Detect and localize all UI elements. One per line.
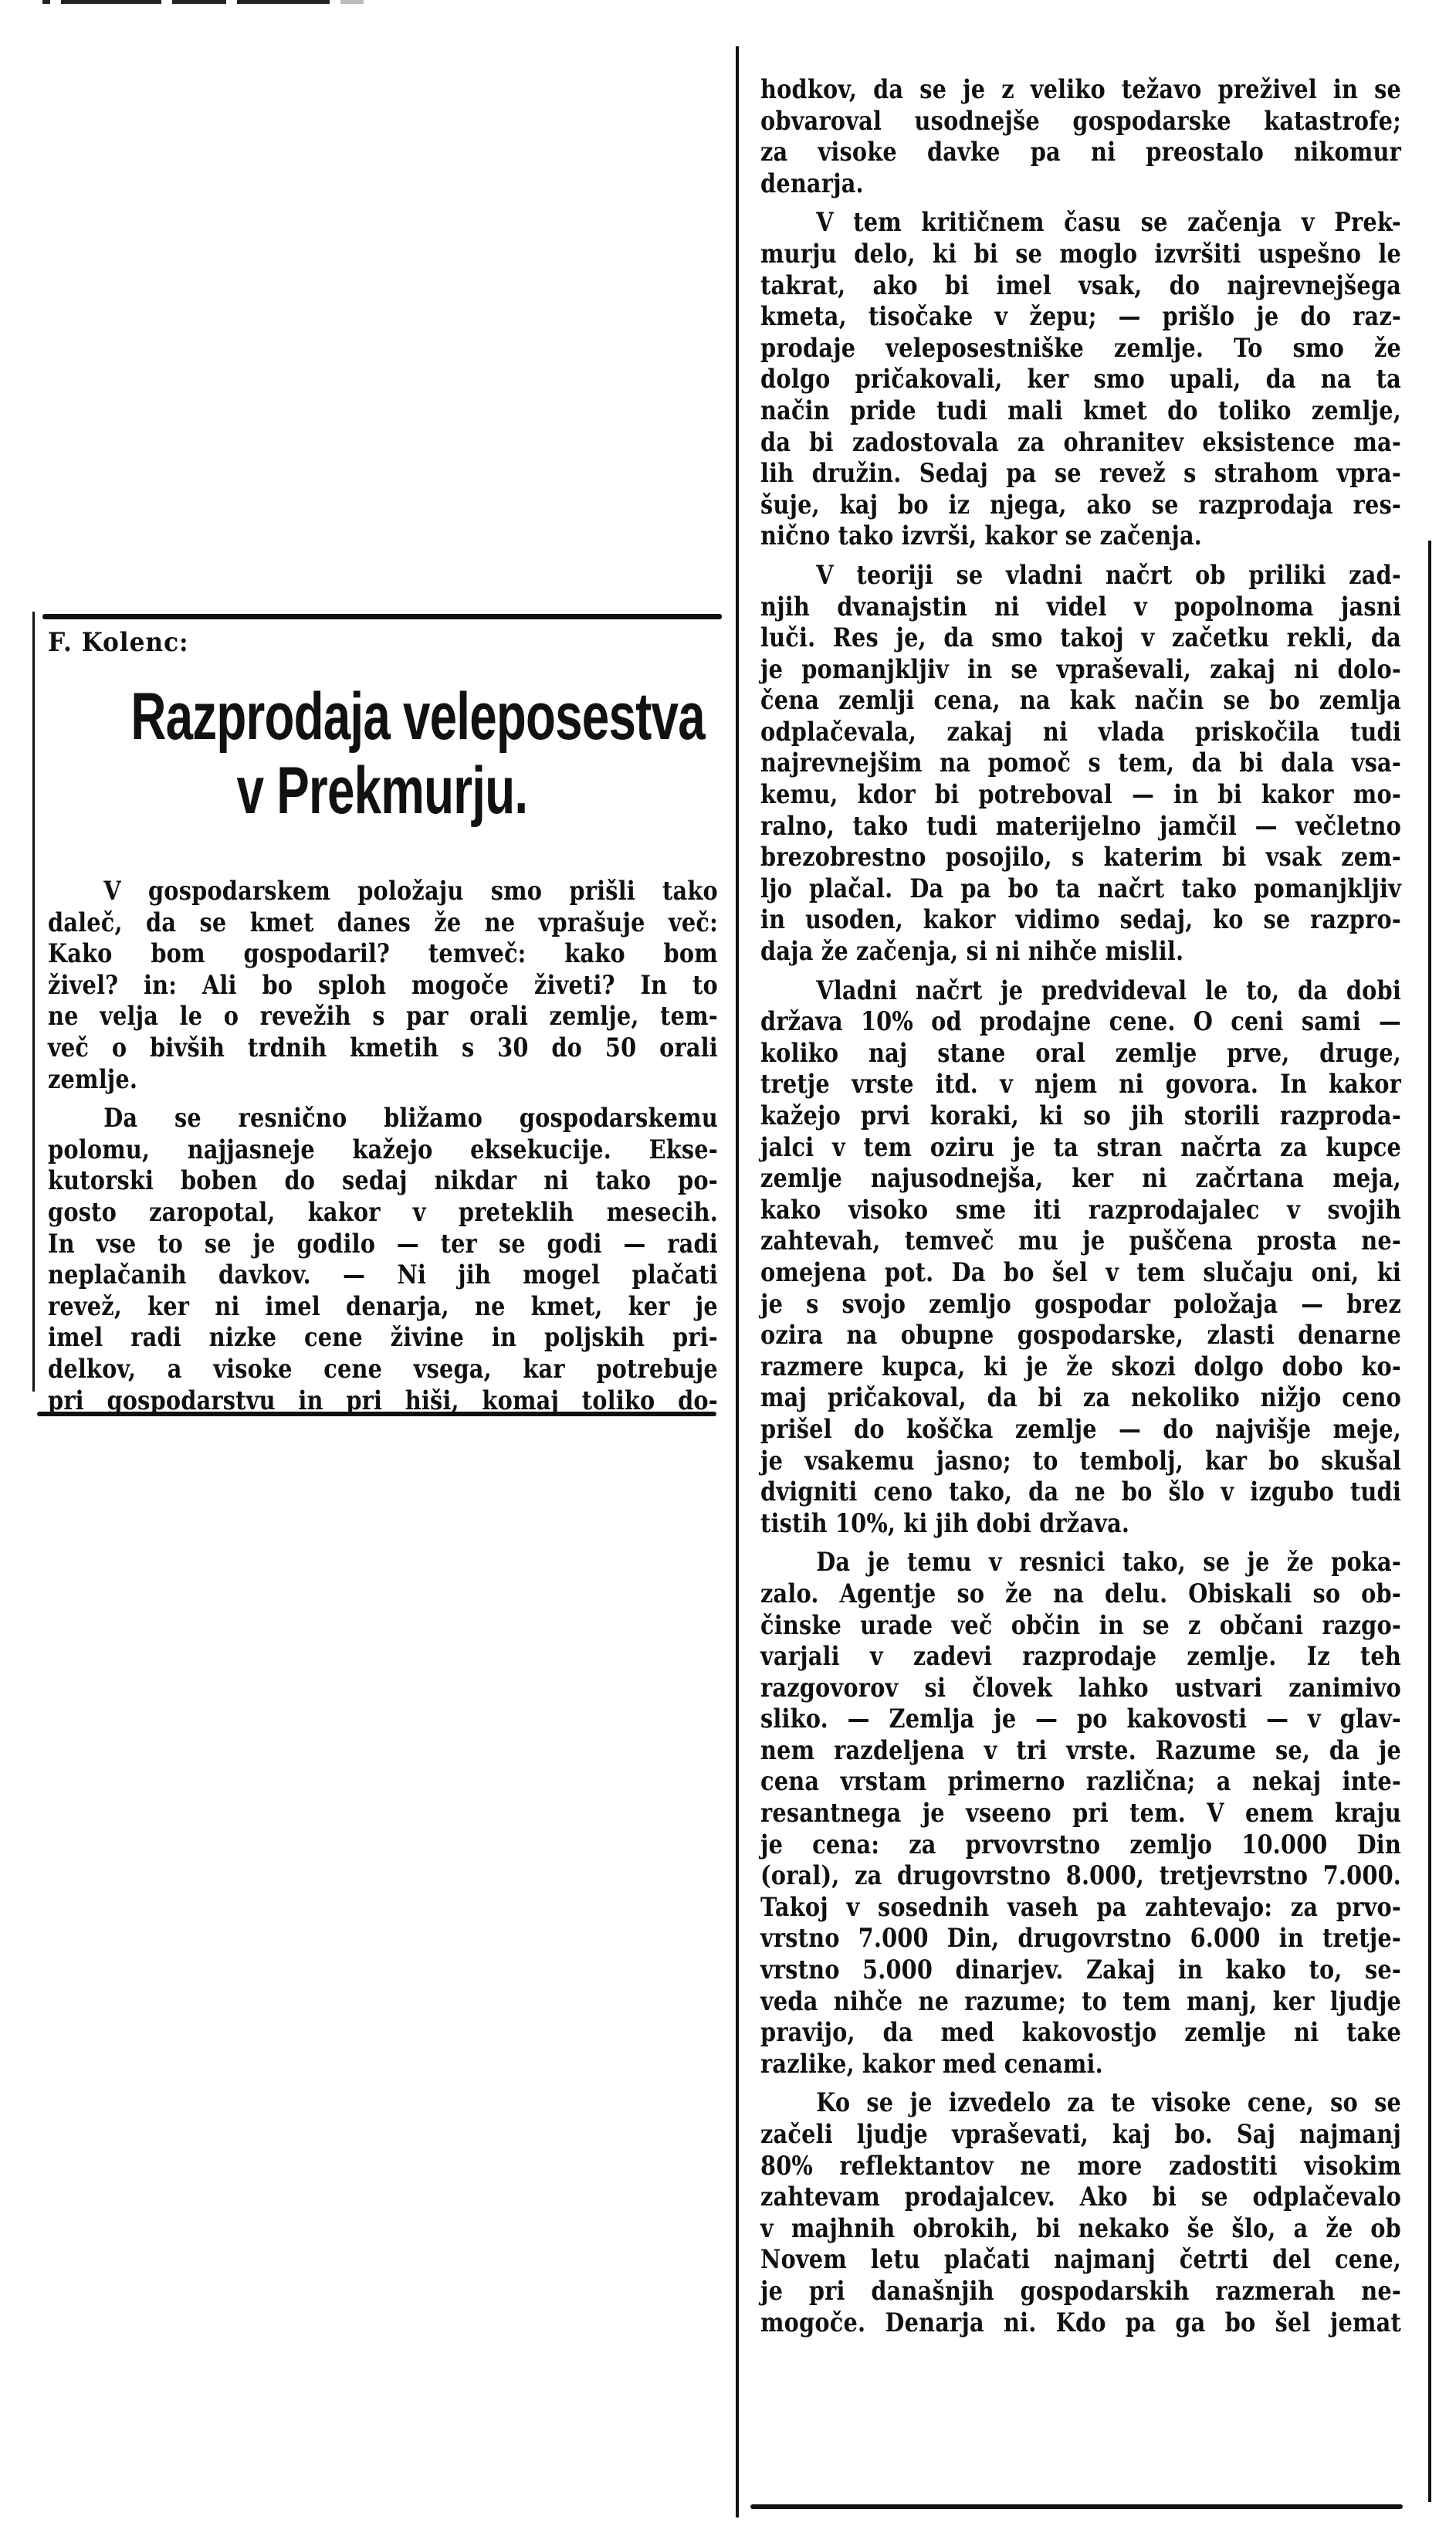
text-line: brezobrestno posojilo, s katerim bi vsak zem- xyxy=(760,842,1401,873)
text-line: je vsakemu jasno; to tembolj, kar bo skušal xyxy=(760,1445,1401,1476)
text-line: resantnega je vseeno pri tem. V enem kraju xyxy=(760,1798,1401,1829)
text-line: je cena: za prvovrstno zemljo 10.000 Din xyxy=(760,1829,1401,1860)
text-line: Novem letu plačati najmanj četrti del cene, xyxy=(760,2244,1401,2275)
text-line: jalci v tem oziru je ta stran načrta za kupce xyxy=(760,1131,1401,1162)
text-line: lih družin. Sedaj pa se revež s strahom vpra- xyxy=(760,458,1401,489)
text-line: za visoke davke pa ni preostalo nikomur xyxy=(760,137,1401,168)
text-line: zalo. Agentje so že na delu. Obiskali so ob- xyxy=(760,1578,1401,1609)
text-line: vrstno 5.000 dinarjev. Zakaj in kako to, se- xyxy=(760,1955,1401,1985)
text-line: veda nihče ne razume; to tem manj, ker ljudje xyxy=(760,1985,1401,2016)
text-line: pri gospodarstvu in pri hiši, komaj toliko do- xyxy=(48,1385,718,1415)
text-line: daja že začenja, si ni nihče mislil. xyxy=(760,936,1184,967)
text-line: ne velja le o revežih s par orali zemlje, tem- xyxy=(48,1001,718,1032)
text-line: prodaje veleposestniške zemlje. To smo že xyxy=(760,332,1401,363)
paragraph xyxy=(760,560,1403,968)
paragraph xyxy=(48,876,720,1095)
text-line: imel radi nizke cene živine in poljskih pri- xyxy=(48,1322,718,1353)
text-line: kutorski boben do sedaj nikdar ni tako po- xyxy=(48,1165,718,1196)
paragraph xyxy=(48,1103,720,1416)
text-line: čena zemlji cena, na kak način se bo zemlja xyxy=(760,685,1401,716)
text-line: vrstno 7.000 Din, drugovrstno 6.000 in tretje- xyxy=(760,1923,1401,1954)
text-line: začeli ljudje vpraševati, kaj bo. Saj najmanj xyxy=(760,2119,1401,2149)
text-line: in usoden, kakor vidimo sedaj, ko se razpro- xyxy=(760,904,1401,935)
text-line: zahtevam prodajalcev. Ako bi se odplačevalo xyxy=(760,2182,1401,2212)
text-line: nično tako izvrši, kakor se začenja. xyxy=(760,520,1203,551)
cropped-header-fragment xyxy=(42,0,382,5)
text-line: varjali v zadevi razprodaje zemlje. Iz teh xyxy=(760,1641,1401,1672)
text-line: odplačevala, zakaj ni vlada priskočila tudi xyxy=(760,716,1401,747)
text-line: v majhnih obrokih, bi nekako še šlo, a že ob xyxy=(760,2212,1401,2243)
text-line: Vladni načrt je predvideval le to, da dobi xyxy=(816,975,1401,1005)
text-line: murju delo, ki bi se moglo izvršiti uspešno le xyxy=(760,238,1401,269)
text-line: cena vrstam primerno različna; a nekaj inte- xyxy=(760,1766,1401,1797)
text-line: (oral), za drugovrstno 8.000, tretjevrstno 7.000. xyxy=(760,1860,1401,1891)
text-line: činske urade več občin in se z občani razgo- xyxy=(760,1609,1401,1640)
left-column-border xyxy=(32,612,35,1392)
paragraph xyxy=(760,975,1403,1540)
left-column-text xyxy=(48,876,720,1424)
text-line: zahtevah, temveč mu je puščena prosta ne- xyxy=(760,1226,1401,1256)
author-byline: F. Kolenc: xyxy=(48,627,189,658)
text-line: mogoče. Denarja ni. Kdo pa ga bo šel jemat xyxy=(760,2307,1401,2338)
text-line: ozira na obupne gospodarske, zlasti denarne xyxy=(760,1320,1401,1351)
text-line: dolgo pričakovali, ker smo upali, da na ta xyxy=(760,364,1401,395)
text-line: nem razdeljena v tri vrste. Razume se, da je xyxy=(760,1734,1401,1765)
text-line: daleč, da se kmet danes že ne vprašuje več: xyxy=(48,907,718,937)
headline-line-1: Razprodaja veleposestva xyxy=(130,680,705,754)
right-column-text xyxy=(760,74,1403,2346)
text-line: hodkov, da se je z veliko težavo preživel in se xyxy=(760,74,1401,104)
text-line: obvaroval usodnejše gospodarske katastrofe; xyxy=(760,105,1401,136)
text-line: ralno, tako tudi materijelno jamčil — večletno xyxy=(760,810,1401,841)
text-line: Da je temu v resnici tako, se je že poka- xyxy=(816,1547,1401,1578)
text-line: razmere kupca, ki je že skozi dolgo dobo ko- xyxy=(760,1351,1401,1382)
text-line: V teoriji se vladni načrt ob priliki zad- xyxy=(816,559,1401,590)
top-rule-left xyxy=(42,614,722,619)
text-line: zemlje najusodnejša, ker ni začrtana meja, xyxy=(760,1163,1401,1194)
text-line: maj pričakoval, da bi za nekoliko nižjo ceno xyxy=(760,1382,1401,1413)
text-line: koliko naj stane oral zemlje prve, druge, xyxy=(760,1037,1401,1068)
text-line: Kako bom gospodaril? temveč: kako bom xyxy=(48,938,718,969)
text-line: živel? in: Ali bo sploh mogoče živeti? In to xyxy=(48,969,718,1000)
text-line: luči. Res je, da smo takoj v začetku rekli, da xyxy=(760,622,1401,653)
text-line: da bi zadostovala za ohranitev eksistence ma- xyxy=(760,426,1401,457)
text-line: kažejo prvi koraki, ki so jih storili razproda- xyxy=(760,1100,1401,1131)
text-line: V gospodarskem položaju smo prišli tako xyxy=(103,876,718,906)
text-line: več o bivših trdnih kmetih s 30 do 50 orali xyxy=(48,1032,718,1063)
text-line: njih dvanajstin ni videl v popolnoma jasni xyxy=(760,591,1401,622)
text-line: delkov, a visoke cene vsega, kar potrebuje xyxy=(48,1353,718,1384)
text-line: kemu, kdor bi potreboval — in bi kakor mo- xyxy=(760,779,1401,810)
text-line: denarja. xyxy=(760,168,864,198)
text-line: kmeta, tisočake v žepu; — prišlo je do raz- xyxy=(760,301,1401,332)
paragraph xyxy=(760,2087,1403,2338)
bottom-rule-right xyxy=(750,2504,1403,2509)
paragraph xyxy=(760,1547,1403,2080)
text-line: polomu, najjasneje kažejo eksekucije. Ekse- xyxy=(48,1134,718,1165)
text-line: razlike, kakor med cenami. xyxy=(760,2048,1103,2079)
text-line: prišel do koščka zemlje — do najvišje meje, xyxy=(760,1413,1401,1444)
text-line: dvigniti ceno tako, da ne bo šlo v izgubo tudi xyxy=(760,1477,1401,1507)
paragraph xyxy=(760,74,1403,199)
text-line: šuje, kaj bo iz njega, ako se razprodaja res- xyxy=(760,489,1401,520)
paragraph xyxy=(760,207,1403,552)
text-line: takrat, ako bi imel vsak, do najrevnejšega xyxy=(760,270,1401,300)
headline-line-2: v Prekmurju. xyxy=(236,754,528,828)
text-line: omejena pot. Da bo šel v tem slučaju oni, ki xyxy=(760,1256,1401,1287)
text-line: neplačanih davkov. — Ni jih mogel plačati xyxy=(48,1260,718,1290)
text-line: je pri današnjih gospodarskih razmerah ne- xyxy=(760,2275,1401,2306)
text-line: kako visoko sme iti razprodajalec v svojih xyxy=(760,1194,1401,1225)
text-line: Ko se je izvedelo za te visoke cene, so se xyxy=(816,2087,1401,2118)
article-headline xyxy=(42,680,722,828)
text-line: najrevnejšim na pomoč s tem, da bi dala vsa- xyxy=(760,748,1401,778)
text-line: Takoj v sosednih vaseh pa zahtevajo: za prvo- xyxy=(760,1891,1401,1922)
text-line: sliko. — Zemlja je — po kakovosti — v glav- xyxy=(760,1704,1401,1734)
right-column-border xyxy=(1428,541,1431,2502)
text-line: V tem kritičnem času se začenja v Prek- xyxy=(816,207,1401,238)
text-line: pravijo, da med kakovostjo zemlje ni take xyxy=(760,2017,1401,2048)
text-line: način pride tudi mali kmet do toliko zemlje, xyxy=(760,395,1401,425)
text-line: Da se resnično bližamo gospodarskemu xyxy=(103,1103,718,1134)
text-line: In vse to se je godilo — ter se godi — radi xyxy=(48,1228,718,1259)
text-line: tretje vrste itd. v njem ni govora. In kakor xyxy=(760,1069,1401,1100)
text-line: država 10% od prodajne cene. O ceni sami — xyxy=(760,1006,1401,1037)
column-divider xyxy=(736,46,739,2517)
text-line: je pomanjkljiv in se vpraševali, zakaj ni dolo- xyxy=(760,653,1401,684)
text-line: zemlje. xyxy=(48,1063,138,1094)
text-line: gosto zaropotal, kakor v preteklih mesecih. xyxy=(48,1196,718,1227)
text-line: ljo plačal. Da pa bo ta načrt tako pomanjkljiv xyxy=(760,873,1401,904)
text-line: je s svojo zemljo gospodar položaja — brez xyxy=(760,1288,1401,1319)
text-line: tistih 10%, ki jih dobi država. xyxy=(760,1507,1130,1538)
text-line: razgovorov si človek lahko ustvari zanimivo xyxy=(760,1672,1401,1703)
text-line: revež, ker ni imel denarja, ne kmet, ker je xyxy=(48,1290,718,1321)
text-line: 80% reflektantov ne more zadostiti visokim xyxy=(760,2150,1401,2181)
